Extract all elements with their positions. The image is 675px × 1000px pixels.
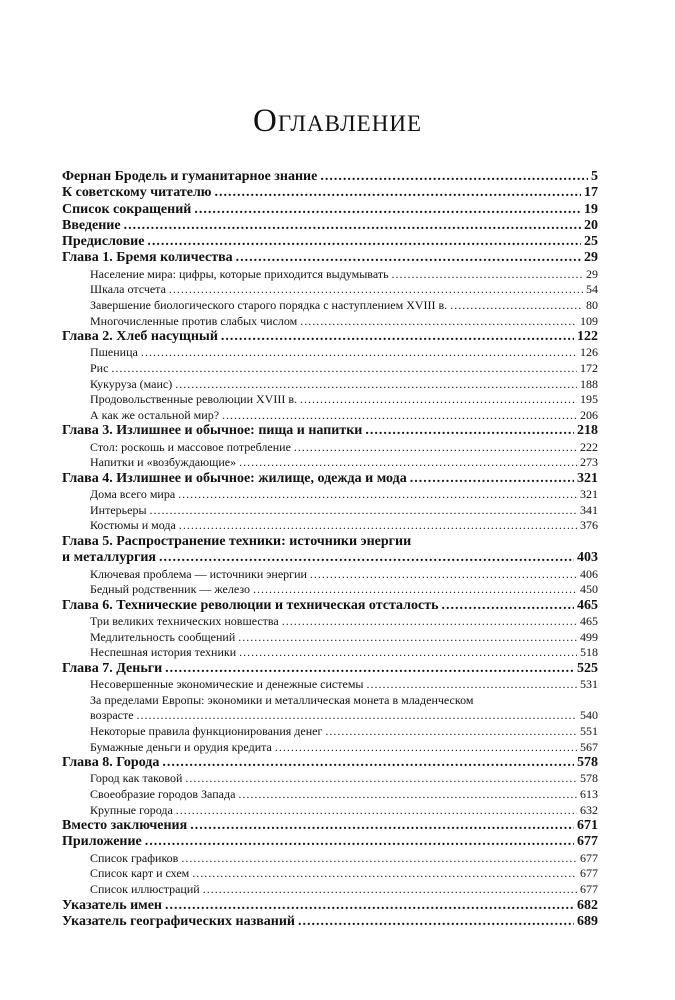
toc-chapter-entry[interactable] <box>62 818 598 834</box>
toc-page-number: 682 <box>577 897 598 913</box>
toc-leader-dots <box>282 614 577 630</box>
toc-page-number: 518 <box>580 645 598 660</box>
toc-section-entry[interactable] <box>62 487 598 503</box>
toc-page-number: 17 <box>584 185 598 201</box>
toc-leader-dots <box>169 282 583 298</box>
toc-leader-dots <box>450 298 583 314</box>
toc-chapter-entry[interactable] <box>62 534 598 550</box>
toc-leader-dots <box>137 708 577 724</box>
toc-leader-dots <box>238 630 577 646</box>
toc-section-entry[interactable] <box>62 567 598 583</box>
toc-entry-label: Глава 3. Излишнее и обычное: пища и напитки <box>62 423 363 439</box>
toc-entry-label: Глава 1. Бремя количества <box>62 250 233 266</box>
toc-section-entry[interactable] <box>62 693 598 709</box>
toc-entry-label: К советскому читателю <box>62 185 212 201</box>
toc-leader-dots <box>111 361 577 377</box>
toc-page-number: 188 <box>580 376 598 391</box>
toc-leader-dots <box>215 185 582 201</box>
toc-entry-label: Указатель имен <box>62 897 162 913</box>
toc-entry-label: Глава 7. Деньги <box>62 660 163 676</box>
toc-page-number: 465 <box>580 614 598 629</box>
toc-leader-dots <box>141 345 577 361</box>
toc-page-number: 578 <box>577 755 598 771</box>
toc-section-entry[interactable] <box>62 677 598 693</box>
toc-entry-label: Глава 8. Города <box>62 755 160 771</box>
toc-chapter-entry[interactable] <box>62 914 598 930</box>
toc-chapter-entry[interactable] <box>62 898 598 914</box>
toc-chapter-entry[interactable] <box>62 169 598 185</box>
toc-entry-label: Несовершенные экономические и денежные системы <box>90 677 364 692</box>
toc-page-number: 341 <box>580 502 598 517</box>
toc-leader-dots <box>165 898 574 914</box>
toc-entry-label: Стол: роскошь и массовое потребление <box>90 439 291 454</box>
toc-section-entry[interactable] <box>62 771 598 787</box>
toc-page-number: 632 <box>580 802 598 817</box>
toc-chapter-entry[interactable] <box>62 423 598 439</box>
toc-section-entry[interactable] <box>62 455 598 471</box>
toc-page-number: 677 <box>577 834 598 850</box>
toc-page-number: 551 <box>580 723 598 738</box>
toc-page-number: 109 <box>580 313 598 328</box>
toc-chapter-entry[interactable] <box>62 755 598 771</box>
toc-entry-label: Некоторые правила функционирования денег <box>90 723 323 738</box>
toc-leader-dots <box>181 851 577 867</box>
toc-leader-dots <box>150 503 577 519</box>
toc-entry-label: Список иллюстраций <box>90 881 200 896</box>
toc-section-entry[interactable] <box>62 440 598 456</box>
toc-leader-dots <box>442 598 574 614</box>
toc-leader-dots <box>310 567 577 583</box>
toc-entry-label: Город как таковой <box>90 771 183 786</box>
toc-section-entry[interactable] <box>62 866 598 882</box>
toc-leader-dots <box>147 234 581 250</box>
toc-leader-dots <box>178 487 577 503</box>
toc-section-entry[interactable] <box>62 803 598 819</box>
toc-entry-label: Интерьеры <box>90 502 147 517</box>
toc-entry-label: Население мира: цифры, которые приходится выдумывать <box>90 266 389 281</box>
toc-leader-dots <box>221 329 574 345</box>
toc-page-number: 218 <box>577 423 598 439</box>
toc-leader-dots <box>176 803 577 819</box>
toc-page-number: 567 <box>580 739 598 754</box>
toc-entry-label: Бедный родственник — железо <box>90 582 251 597</box>
toc-entry-label: Рис <box>90 361 109 376</box>
toc-entry-label: Глава 4. Излишнее и обычное: жилище, одежда и мода <box>62 470 407 486</box>
toc-entry-label: За пределами Европы: экономики и металлическая монета в младенческом <box>90 692 474 707</box>
toc-entry-label: Введение <box>62 217 121 233</box>
toc-section-entry[interactable] <box>62 282 598 298</box>
toc-chapter-entry[interactable] <box>62 471 598 487</box>
toc-page-number: 126 <box>580 345 598 360</box>
toc-entry-label: Глава 6. Технические революции и техническая отсталость <box>62 597 439 613</box>
toc-section-entry[interactable] <box>62 267 598 283</box>
toc-section-entry[interactable] <box>62 740 598 756</box>
toc-page-number: 677 <box>580 866 598 881</box>
toc-entry-label: Пшеница <box>90 345 138 360</box>
toc-leader-dots <box>159 550 574 566</box>
toc-leader-dots <box>190 818 574 834</box>
toc-leader-dots <box>194 202 581 218</box>
toc-page-number: 540 <box>580 708 598 723</box>
toc-entry-label: Глава 2. Хлеб насущный <box>62 329 218 345</box>
toc-entry-label: Кукуруза (маис) <box>90 376 173 391</box>
table-of-contents <box>62 169 598 930</box>
toc-chapter-entry[interactable] <box>62 661 598 677</box>
toc-entry-label: возрасте <box>90 708 134 723</box>
toc-leader-dots <box>203 882 577 898</box>
toc-leader-dots <box>165 661 574 677</box>
toc-entry-label: Ключевая проблема — источники энергии <box>90 566 307 581</box>
toc-entry-label: и металлургия <box>62 550 156 566</box>
toc-section-entry[interactable] <box>62 298 598 314</box>
toc-page-number: 671 <box>577 818 598 834</box>
toc-leader-dots <box>124 218 581 234</box>
toc-page-number: 122 <box>577 329 598 345</box>
toc-section-entry[interactable] <box>62 345 598 361</box>
toc-page-number: 406 <box>580 566 598 581</box>
toc-section-entry[interactable] <box>62 708 598 724</box>
toc-page-number: 689 <box>577 913 598 929</box>
toc-entry-label: Указатель географических названий <box>62 913 295 929</box>
toc-section-entry[interactable] <box>62 630 598 646</box>
toc-section-entry[interactable] <box>62 882 598 898</box>
toc-leader-dots <box>222 408 577 424</box>
toc-section-entry[interactable] <box>62 645 598 661</box>
page-title: Оглавление <box>253 103 422 139</box>
toc-entry-label: Медлительность сообщений <box>90 629 236 644</box>
toc-section-entry[interactable] <box>62 518 598 534</box>
toc-page-number: 677 <box>580 881 598 896</box>
toc-section-entry[interactable] <box>62 851 598 867</box>
toc-page-number: 195 <box>580 392 598 407</box>
toc-page-number: 613 <box>580 787 598 801</box>
toc-page-number: 20 <box>584 217 598 233</box>
toc-section-entry[interactable] <box>62 582 598 598</box>
toc-entry-label: Бумажные деньги и орудия кредита <box>90 739 272 754</box>
toc-entry-label: Шкала отсчета <box>90 282 166 297</box>
toc-entry-label: Фернан Бродель и гуманитарное знание <box>62 169 318 184</box>
toc-section-entry[interactable] <box>62 408 598 424</box>
toc-entry-label: А как же остальной мир? <box>90 407 220 422</box>
toc-page-number: 222 <box>580 439 598 454</box>
toc-section-entry[interactable] <box>62 724 598 740</box>
toc-page-number: 80 <box>586 297 598 312</box>
toc-entry-label: Три великих технических новшества <box>90 614 279 629</box>
toc-entry-label: Неспешная история техники <box>90 645 237 660</box>
toc-section-entry[interactable] <box>62 614 598 630</box>
toc-page-number: 29 <box>586 266 598 281</box>
toc-page-number: 578 <box>580 771 598 786</box>
toc-page-number: 465 <box>577 597 598 613</box>
toc-leader-dots <box>238 787 577 803</box>
toc-section-entry[interactable] <box>62 361 598 377</box>
toc-entry-label: Своеобразие городов Запада <box>90 787 236 801</box>
toc-leader-dots <box>175 377 577 393</box>
toc-page-number: 450 <box>580 582 598 597</box>
toc-chapter-entry[interactable] <box>62 598 598 614</box>
toc-entry-label: Предисловие <box>62 234 145 250</box>
toc-leader-dots <box>367 677 578 693</box>
toc-page-number: 5 <box>591 169 598 184</box>
toc-page-number: 321 <box>580 487 598 502</box>
toc-leader-dots <box>320 169 588 185</box>
toc-leader-dots <box>253 582 577 598</box>
toc-entry-label: Крупные города <box>90 802 173 817</box>
toc-entry-label: Список сокращений <box>62 201 192 217</box>
toc-chapter-entry[interactable] <box>62 234 598 250</box>
toc-leader-dots <box>298 914 574 930</box>
toc-entry-label: Список графиков <box>90 850 179 865</box>
toc-entry-label: Вместо заключения <box>62 818 188 834</box>
toc-page-number: 499 <box>580 629 598 644</box>
toc-leader-dots <box>275 740 577 756</box>
toc-chapter-entry[interactable] <box>62 250 598 266</box>
toc-page-number: 403 <box>577 550 598 566</box>
toc-page-number: 321 <box>577 470 598 486</box>
toc-leader-dots <box>145 834 574 850</box>
toc-leader-dots <box>300 392 577 408</box>
toc-page-number: 376 <box>580 518 598 533</box>
toc-section-entry[interactable] <box>62 314 598 330</box>
toc-chapter-entry[interactable] <box>62 550 598 566</box>
toc-chapter-entry[interactable] <box>62 185 598 201</box>
toc-page-number: 19 <box>584 201 598 217</box>
toc-entry-label: Список карт и схем <box>90 866 190 881</box>
toc-page-number: 531 <box>580 677 598 692</box>
toc-entry-label: Продовольственные революции XVIII в. <box>90 392 297 407</box>
toc-leader-dots <box>410 471 574 487</box>
toc-leader-dots <box>325 724 577 740</box>
toc-page-number: 54 <box>586 282 598 297</box>
toc-leader-dots <box>300 314 577 330</box>
toc-entry-label: Приложение <box>62 834 142 850</box>
toc-section-entry[interactable] <box>62 377 598 393</box>
toc-page-number: 206 <box>580 407 598 422</box>
toc-page-number: 273 <box>580 455 598 470</box>
toc-page-number: 677 <box>580 850 598 865</box>
toc-leader-dots <box>239 645 577 661</box>
toc-leader-dots <box>192 866 577 882</box>
toc-chapter-entry[interactable] <box>62 218 598 234</box>
toc-section-entry[interactable] <box>62 787 598 803</box>
toc-entry-label: Костюмы и мода <box>90 518 176 533</box>
toc-chapter-entry[interactable] <box>62 834 598 850</box>
toc-entry-label: Завершение биологического старого порядка с наступлением XVIII в. <box>90 297 448 312</box>
toc-page-number: 172 <box>580 361 598 376</box>
toc-section-entry[interactable] <box>62 392 598 408</box>
toc-page-number: 29 <box>584 250 598 266</box>
toc-chapter-entry[interactable] <box>62 329 598 345</box>
toc-entry-label: Глава 5. Распространение техники: источники энергии <box>62 533 412 549</box>
toc-entry-label: Дома всего мира <box>90 487 176 502</box>
toc-leader-dots <box>294 440 577 456</box>
toc-page-number: 525 <box>577 660 598 676</box>
toc-section-entry[interactable] <box>62 503 598 519</box>
toc-leader-dots <box>162 755 574 771</box>
toc-page-number: 25 <box>584 234 598 250</box>
toc-leader-dots <box>239 455 577 471</box>
toc-leader-dots <box>236 250 581 266</box>
toc-leader-dots <box>179 518 577 534</box>
toc-chapter-entry[interactable] <box>62 202 598 218</box>
toc-leader-dots <box>365 423 574 439</box>
toc-leader-dots <box>392 267 583 283</box>
toc-entry-label: Многочисленные против слабых числом <box>90 313 298 328</box>
toc-leader-dots <box>185 771 577 787</box>
toc-entry-label: Напитки и «возбуждающие» <box>90 455 237 470</box>
